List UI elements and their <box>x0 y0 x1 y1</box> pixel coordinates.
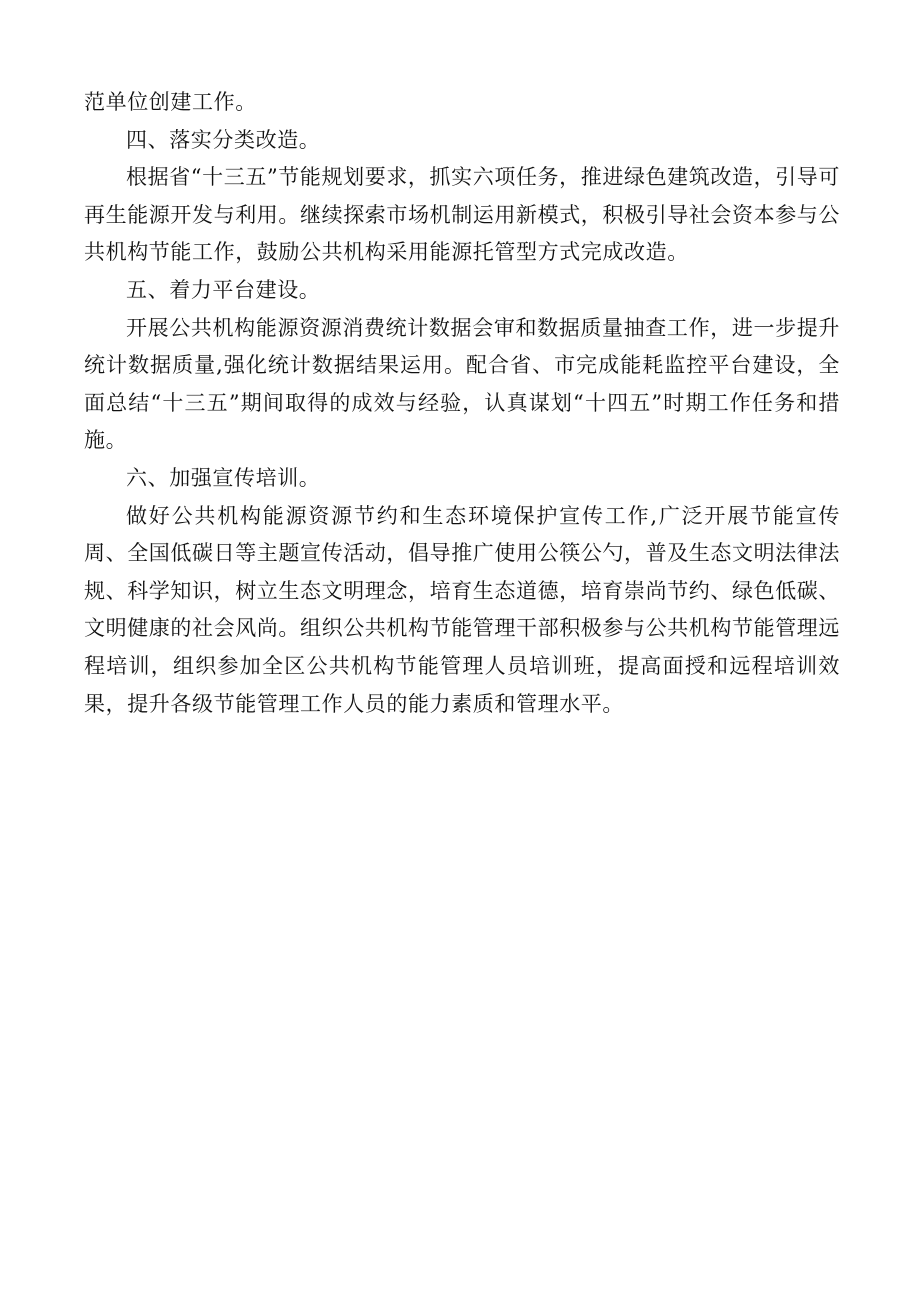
section-heading-6: 六、加强宣传培训。 <box>126 465 321 490</box>
section-6-paragraph: 做好公共机构能源资源节约和生态环境保护宣传工作,广泛开展节能宣传周、全国低碳日等主题宣传活动，倡导推广使用公筷公勺，普及生态文明法律法规、科学知识，树立生态文明理念，培育生态道德，培育崇尚节约、绿色低碳、文明健康的社会风尚。组织公共机构节能管理干部积极参与公共机构节能管理远程培训，组织参加全区公共机构节能管理人员培训班，提高面授和远程培训效果，提升各级节能管理工作人员的能力素质和管理水平。 <box>84 503 840 716</box>
section-heading-5: 五、着力平台建设。 <box>126 277 321 302</box>
section-4-paragraph: 根据省“十三五”节能规划要求，抓实六项任务，推进绿色建筑改造，引导可再生能源开发与利用。继续探索市场机制运用新模式，积极引导社会资本参与公共机构节能工作，鼓励公共机构采用能源托管型方式完成改造。 <box>84 165 840 265</box>
section-5-paragraph: 开展公共机构能源资源消费统计数据会审和数据质量抽查工作，进一步提升统计数据质量,强化统计数据结果运用。配合省、市完成能耗监控平台建设，全面总结“十三五”期间取得的成效与经验，认真谋划“十四五”时期工作任务和措施。 <box>84 315 840 453</box>
continuation-paragraph: 范单位创建工作。 <box>84 90 257 114</box>
document-body <box>84 84 840 723</box>
section-heading-4: 四、落实分类改造。 <box>126 127 321 152</box>
